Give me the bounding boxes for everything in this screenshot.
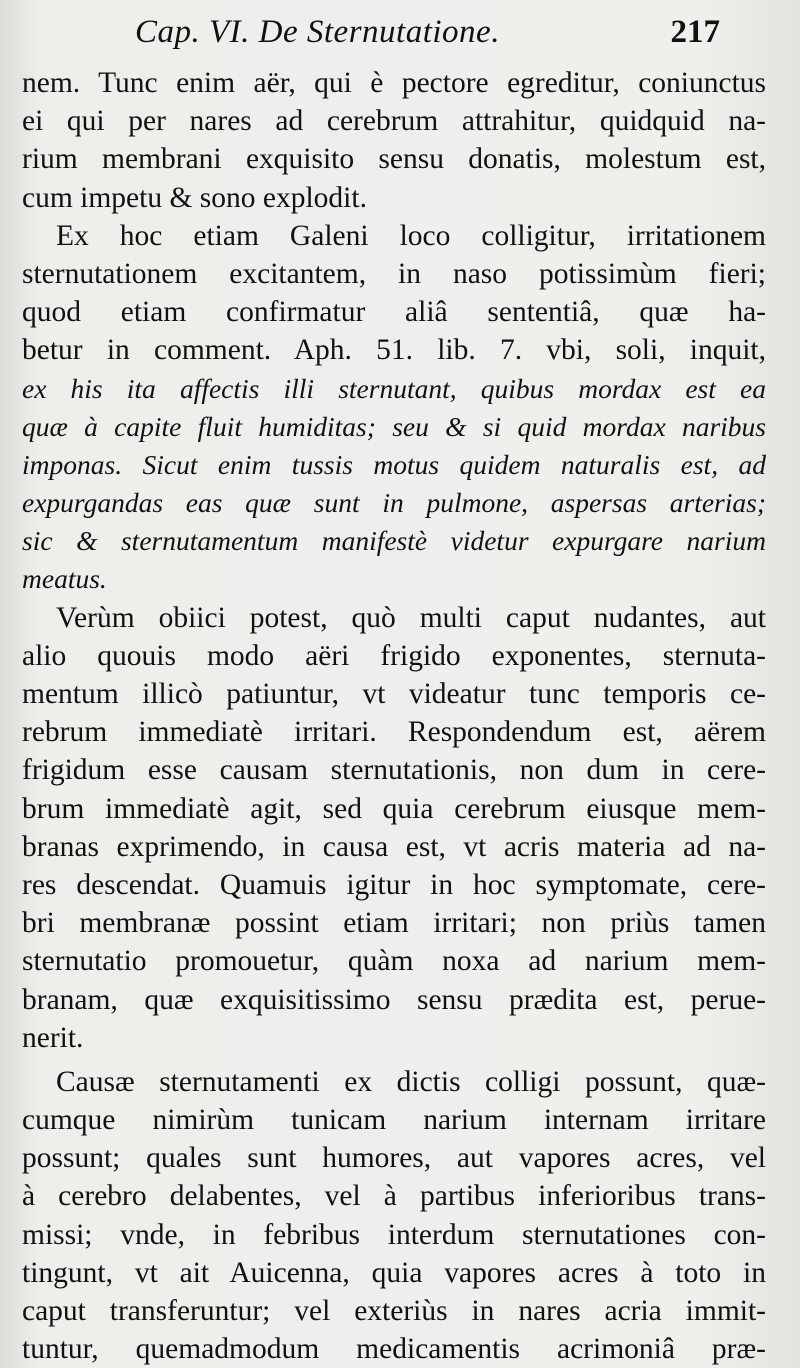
text-line: Ex hoc etiam Galeni loco colligitur, irritationem	[56, 219, 766, 252]
text-line: missi; vnde, in febribus interdum sternutationes con-	[22, 1218, 766, 1251]
text-line: betur in comment. Aph. 51. lib. 7. vbi, soli, inquit,	[22, 334, 766, 367]
body-text	[22, 64, 766, 1368]
text-line: Causæ sternutamenti ex dictis colligi possunt, quæ-	[56, 1065, 766, 1098]
text-line: nerit.	[22, 1021, 84, 1054]
text-line: possunt; quales sunt humores, aut vapores acres, vel	[22, 1142, 766, 1175]
text-line: nem. Tunc enim aër, qui è pectore egreditur, coniunctus	[22, 67, 766, 99]
quote-line: ex his ita affectis illi sternutant, quibus mordax est ea	[22, 372, 766, 404]
text-line: mentum illicò patiuntur, vt videatur tunc temporis ce-	[22, 678, 766, 710]
quote-line: meatus.	[22, 563, 107, 595]
text-line: ei qui per nares ad cerebrum attrahitur, quidquid na-	[22, 105, 766, 138]
quote-line: expurgandas eas quæ sunt in pulmone, aspersas arterias;	[22, 487, 766, 519]
text-line: cum impetu & sono explodit.	[22, 181, 367, 214]
text-line: sternutatio promouetur, quàm noxa ad narium mem-	[22, 945, 766, 978]
text-line: branam, quæ exquisitissimo sensu prædita est, perue-	[22, 983, 766, 1016]
text-line: cumque nimirùm tunicam narium internam irritare	[22, 1104, 766, 1137]
text-line: à cerebro delabentes, vel à partibus inferioribus trans-	[22, 1180, 766, 1213]
text-line: brum immediatè agit, sed quia cerebrum eiusque mem-	[22, 792, 766, 825]
text-line: res descendat. Quamuis igitur in hoc symptomate, cere-	[22, 868, 766, 901]
quote-line: imponas. Sicut enim tussis motus quidem naturalis est, ad	[22, 448, 766, 480]
text-line: rebrum immediatè irritari. Respondendum est, aërem	[22, 716, 766, 749]
page-number: 217	[670, 14, 720, 50]
text-line: quod etiam confirmatur aliâ sententiâ, quæ ha-	[22, 296, 766, 329]
text-line: caput transferuntur; vel exteriùs in nares acria immit-	[22, 1295, 766, 1327]
text-line: tuntur, quemadmodum medicamentis acrimoniâ præ-	[22, 1333, 766, 1366]
quote-line: sic & sternutamentum manifestè videtur expurgare narium	[22, 525, 766, 557]
running-head	[135, 14, 720, 58]
text-line: rium membrani exquisito sensu donatis, molestum est,	[22, 143, 766, 176]
text-line: tingunt, vt ait Auicenna, quia vapores acres à toto in	[22, 1256, 766, 1289]
text-line: bri membranæ possint etiam irritari; non priùs tamen	[22, 907, 766, 940]
text-line: frigidum esse causam sternutationis, non dum in cere-	[22, 754, 766, 787]
text-line: Verùm obiici potest, quò multi caput nudantes, aut	[56, 601, 766, 634]
text-line: branas exprimendo, in causa est, vt acris materia ad na-	[22, 830, 766, 863]
text-line: sternutationem excitantem, in naso potissimùm fieri;	[22, 257, 766, 290]
chapter-title: Cap. VI. De Sternutatione.	[135, 14, 500, 50]
quote-line: quæ à capite fluit humiditas; seu & si quid mordax naribus	[22, 410, 766, 442]
text-line: alio quouis modo aëri frigido exponentes, sternuta-	[22, 639, 766, 672]
